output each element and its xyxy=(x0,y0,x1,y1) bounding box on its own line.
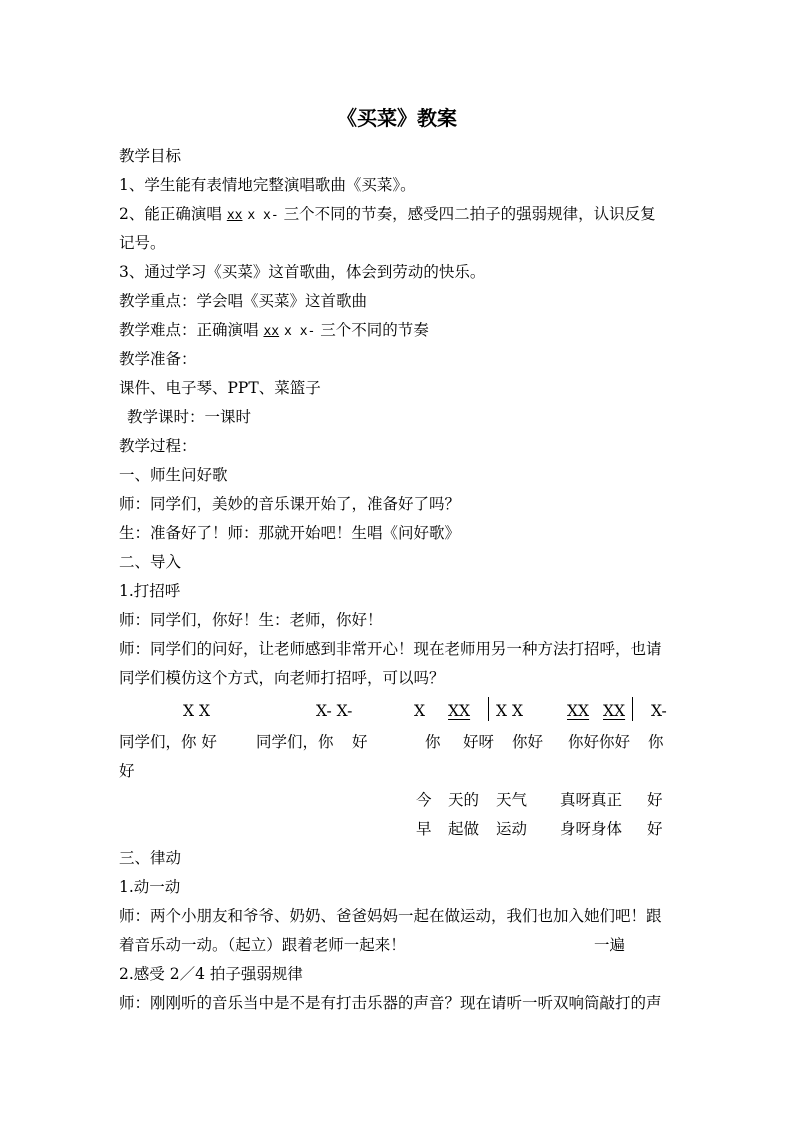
verse-2-d: 身呀身体 xyxy=(560,820,623,838)
difficult-rhythm-xx: xx xyxy=(263,324,280,339)
lyric-4: 你 xyxy=(425,733,441,751)
verse-2-b: 起做 xyxy=(448,820,480,838)
goal-2-pre: 2、能正确演唱 xyxy=(119,205,222,223)
rhythm-note-1: X X xyxy=(183,702,210,720)
lyric-5: 好呀 xyxy=(463,733,495,751)
goals-heading: 教学目标 xyxy=(119,147,182,165)
goal-2-cont: 记号。 xyxy=(119,234,166,252)
section-3-once: 一遍 xyxy=(594,936,626,954)
section-3-line-3: 师：刚刚听的音乐当中是不是有打击乐器的声音？现在请听一听双响筒敲打的声 xyxy=(119,994,662,1012)
difficult-post: 三个不同的节奏 xyxy=(320,321,429,339)
lyric-2: 同学们，你 xyxy=(256,733,334,751)
goal-2-post: 三个不同的节奏，感受四二拍子的强弱规律，认识反复 xyxy=(283,205,656,223)
rhythm-note-5: X X xyxy=(496,702,523,720)
lyric-6: 你好 xyxy=(512,733,544,751)
section-2-line-1: 师：同学们，你好！生：老师，你好！ xyxy=(119,611,383,629)
section-3-sub-2: 2.感受 2／4 拍子强弱规律 xyxy=(119,965,303,983)
rhythm-note-6: XX xyxy=(567,702,590,720)
section-3-line-2: 着音乐动一动。（起立）跟着老师一起来！ xyxy=(119,936,406,954)
rhythm-note-7: XX xyxy=(603,702,626,720)
verse-1-e: 好 xyxy=(647,791,663,809)
goal-1: 1、学生能有表情地完整演唱歌曲《买菜》。 xyxy=(119,176,416,194)
verse-1-a: 今 xyxy=(416,791,432,809)
verse-2-a: 早 xyxy=(416,820,432,838)
section-2-line-3: 同学们模仿这个方式，向老师打招呼，可以吗？ xyxy=(119,669,445,687)
verse-1-b: 天的 xyxy=(448,791,480,809)
rhythm-note-2: X- X- xyxy=(316,702,353,720)
section-1-teacher: 师：同学们，美妙的音乐课开始了，准备好了吗？ xyxy=(119,495,461,513)
prep-items: 课件、电子琴、PPT、菜篮子 xyxy=(119,379,321,397)
verse-2-e: 好 xyxy=(647,820,663,838)
goal-3: 3、通过学习《买菜》这首歌曲，体会到劳动的快乐。 xyxy=(119,263,486,281)
section-2-heading: 二、导入 xyxy=(119,553,182,571)
lyric-9: 好 xyxy=(119,762,135,780)
lyric-8: 你 xyxy=(648,733,664,751)
goal-2 xyxy=(119,203,679,227)
rhythm-note-3: X xyxy=(414,702,426,720)
process-heading: 教学过程： xyxy=(119,437,197,455)
verse-2-c: 运动 xyxy=(496,820,528,838)
difficult-pre: 教学难点：正确演唱 xyxy=(119,321,259,339)
lyric-7: 你好你好 xyxy=(568,733,631,751)
section-3-heading: 三、律动 xyxy=(119,849,182,867)
difficult-rhythm-x: x x- xyxy=(284,324,316,339)
section-3-line-1: 师：两个小朋友和爷爷、奶奶、爸爸妈妈一起在做运动，我们也加入她们吧！跟 xyxy=(119,907,662,925)
lyric-3: 好 xyxy=(352,733,368,751)
verse-1-c: 天气 xyxy=(496,791,528,809)
section-2-line-2: 师：同学们的问好，让老师感到非常开心！现在老师用另一种方法打招呼，也请 xyxy=(119,640,662,658)
bar-line-2 xyxy=(632,697,633,721)
prep-heading: 教学准备： xyxy=(119,350,197,368)
lesson-time: 教学课时：一课时 xyxy=(127,408,252,426)
rhythm-note-4: XX xyxy=(448,702,471,720)
section-1-heading: 一、师生问好歌 xyxy=(119,466,228,484)
section-3-sub-1: 1.动一动 xyxy=(119,878,181,896)
key-point: 教学重点：学会唱《买菜》这首歌曲 xyxy=(119,292,368,310)
section-1-students: 生：准备好了！师：那就开始吧！生唱《问好歌》 xyxy=(119,524,461,542)
rhythm-note-8: X- xyxy=(651,702,667,720)
difficult-point xyxy=(119,319,679,343)
lyric-1: 同学们，你 好 xyxy=(119,733,217,751)
section-2-sub-1: 1.打招呼 xyxy=(119,582,181,600)
goal-2-rhythm-xx: xx xyxy=(226,208,243,223)
bar-line-1 xyxy=(488,697,489,721)
document-title: 《买菜》教案 xyxy=(337,106,457,130)
goal-2-rhythm-x: x x- xyxy=(247,208,279,223)
verse-1-d: 真呀真正 xyxy=(560,791,623,809)
